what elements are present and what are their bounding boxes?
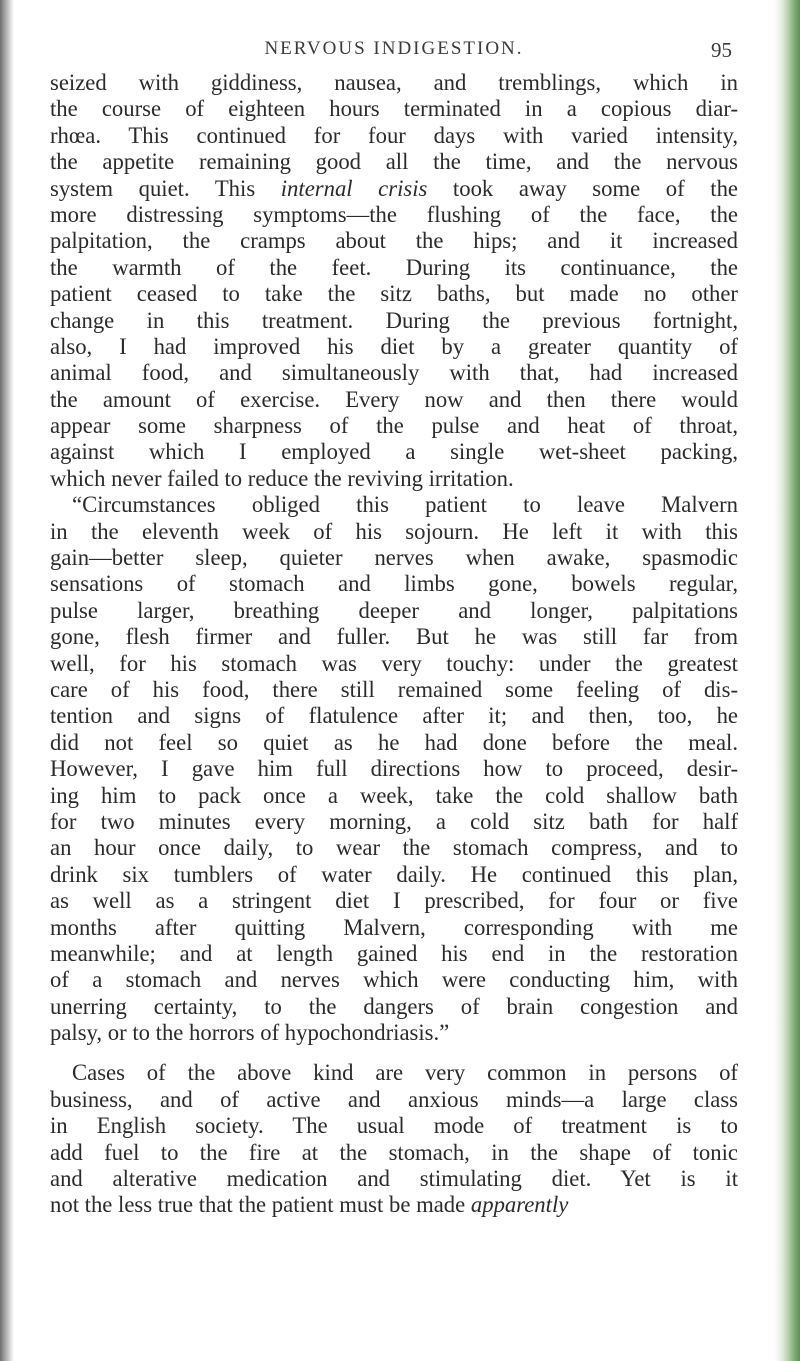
text-line: pulse larger, breathing deeper and longer, palpitations — [50, 597, 738, 623]
running-head — [50, 38, 738, 70]
text-line: in English society. The usual mode of treatment is to — [50, 1113, 738, 1139]
text-line: the course of eighteen hours terminated in a copious diar- — [50, 96, 738, 122]
text-line: of a stomach and nerves which were conducting him, with — [50, 967, 738, 993]
text-line: business, and of active and anxious minds—a large class — [50, 1086, 738, 1112]
text-line: gone, flesh firmer and fuller. But he was still far from — [50, 624, 738, 650]
running-head-title: NERVOUS INDIGESTION. — [264, 38, 524, 59]
text-line: for two minutes every morning, a cold sitz bath for half — [50, 808, 738, 834]
page-number: 95 — [711, 38, 732, 62]
body-text — [50, 70, 738, 1219]
paragraph — [50, 492, 738, 1046]
text-line: also, I had improved his diet by a greater quantity of — [50, 333, 738, 359]
text-line: which never failed to reduce the reviving irritation. — [50, 465, 514, 491]
text-line: Cases of the above kind are very common in persons of — [72, 1060, 738, 1086]
text-line: the amount of exercise. Every now and then there would — [50, 386, 738, 412]
text-line: more distressing symptoms—the flushing of the face, the — [50, 201, 738, 227]
text-line: palsy, or to the horrors of hypochondriasis.” — [50, 1020, 450, 1046]
text-line: the appetite remaining good all the time, and the nervous — [50, 149, 738, 175]
text-line: animal food, and simultaneously with that, had increased — [50, 360, 738, 386]
text-line: rhœa. This continued for four days with varied intensity, — [50, 122, 738, 148]
text-line: However, I gave him full directions how to proceed, desir- — [50, 756, 738, 782]
text-line: change in this treatment. During the previous fortnight, — [50, 307, 738, 333]
text-line: palpitation, the cramps about the hips; and it increased — [50, 228, 738, 254]
text-line: not the less true that the patient must be made apparently — [50, 1192, 569, 1218]
text-line: the warmth of the feet. During its continuance, the — [50, 254, 738, 280]
text-line: did not feel so quiet as he had done before the meal. — [50, 729, 738, 755]
book-page — [50, 38, 738, 1219]
text-line: ing him to pack once a week, take the cold shallow bath — [50, 782, 738, 808]
text-line: sensations of stomach and limbs gone, bowels regular, — [50, 571, 738, 597]
text-line: well, for his stomach was very touchy: under the greatest — [50, 650, 738, 676]
text-line: “Circumstances obliged this patient to leave Malvern — [72, 492, 738, 518]
text-line: and alterative medication and stimulating diet. Yet is it — [50, 1166, 738, 1192]
text-line: an hour once daily, to wear the stomach compress, and to — [50, 835, 738, 861]
page-left-edge-shadow — [0, 0, 14, 1361]
text-line: in the eleventh week of his sojourn. He left it with this — [50, 518, 738, 544]
text-line: add fuel to the fire at the stomach, in the shape of tonic — [50, 1139, 738, 1165]
paragraph — [50, 1060, 738, 1218]
text-line: seized with giddiness, nausea, and tremblings, which in — [50, 70, 738, 95]
text-line: drink six tumblers of water daily. He continued this plan, — [50, 861, 738, 887]
text-line: system quiet. This internal crisis took away some of the — [50, 175, 738, 201]
text-line: as well as a stringent diet I prescribed, for four or five — [50, 888, 738, 914]
text-line: meanwhile; and at length gained his end in the restoration — [50, 940, 738, 966]
paragraph — [50, 70, 738, 492]
text-line: tention and signs of flatulence after it; and then, too, he — [50, 703, 738, 729]
text-line: care of his food, there still remained some feeling of dis- — [50, 676, 738, 702]
page-right-edge-shadow — [774, 0, 800, 1361]
text-line: unerring certainty, to the dangers of brain congestion and — [50, 993, 738, 1019]
text-line: appear some sharpness of the pulse and heat of throat, — [50, 413, 738, 439]
text-line: months after quitting Malvern, corresponding with me — [50, 914, 738, 940]
text-line: against which I employed a single wet-sheet packing, — [50, 439, 738, 465]
text-line: patient ceased to take the sitz baths, but made no other — [50, 281, 738, 307]
text-line: gain—better sleep, quieter nerves when awake, spasmodic — [50, 545, 738, 571]
